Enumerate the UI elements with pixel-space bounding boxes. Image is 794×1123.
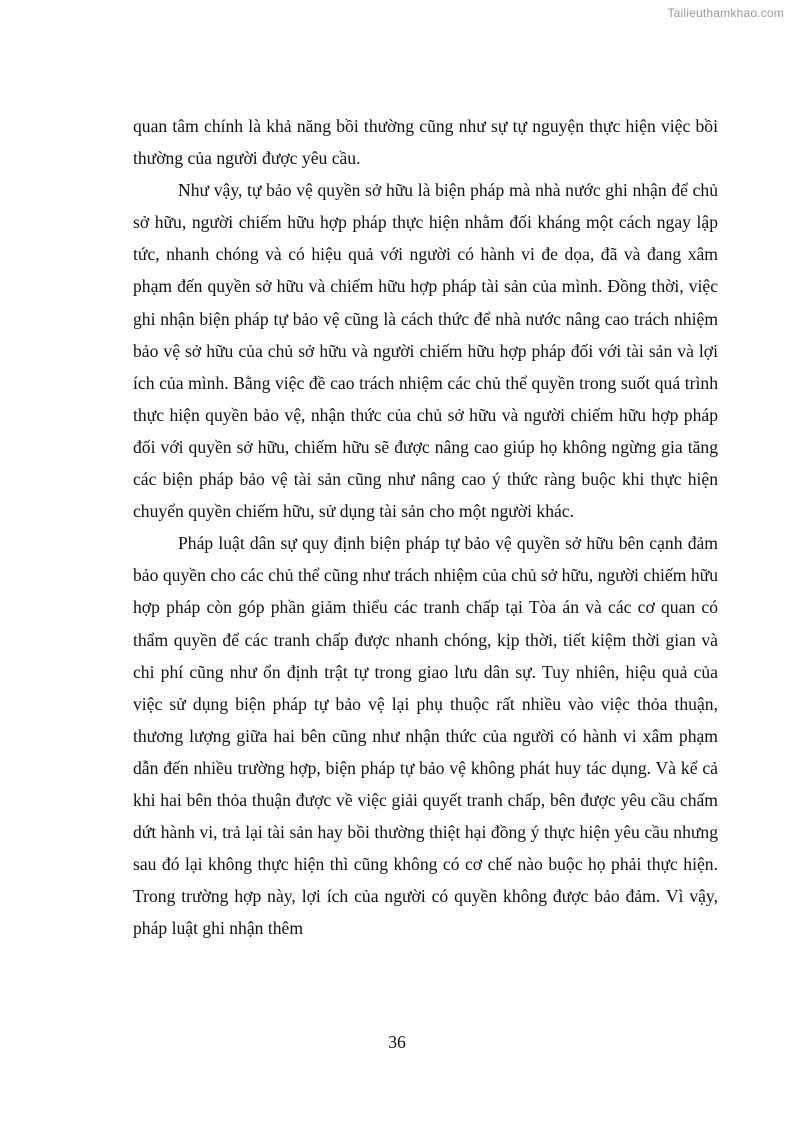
paragraph: Pháp luật dân sự quy định biện pháp tự bảo vệ quyền sở hữu bên cạnh đảm bảo quyền cho các chủ thể cũng như trách nhiệm của chủ sở hữu, người chiếm hữu hợp pháp còn góp phần giảm thiểu các tranh chấp tại Tòa án và các cơ quan có thẩm quyền để các tranh chấp được nhanh chóng, kịp thời, tiết kiệm thời gian và chi phí cũng như ổn định trật tự trong giao lưu dân sự. Tuy nhiên, hiệu quả của việc sử dụng biện pháp tự bảo vệ lại phụ thuộc rất nhiều vào việc thỏa thuận, thương lượng giữa hai bên cũng như nhận thức của người có hành vi xâm phạm dẫn đến nhiều trường hợp, biện pháp tự bảo vệ không phát huy tác dụng. Và kể cả khi hai bên thỏa thuận được về việc giải quyết tranh chấp, bên được yêu cầu chấm dứt hành vi, trả lại tài sản hay bồi thường thiệt hại đồng ý thực hiện yêu cầu nhưng sau đó lại không thực hiện thì cũng không có cơ chế nào buộc họ phải thực hiện. Trong trường hợp này, lợi ích của người có quyền không được bảo đảm. Vì vậy, pháp luật ghi nhận thêm [133, 533, 718, 939]
page-number: 36 [388, 1032, 406, 1052]
body-text [133, 110, 718, 944]
paragraph-continuation: quan tâm chính là khả năng bồi thường cũng như sự tự nguyện thực hiện việc bồi thường của người được yêu cầu. [133, 116, 718, 169]
paragraph: Như vậy, tự bảo vệ quyền sở hữu là biện pháp mà nhà nước ghi nhận để chủ sở hữu, người chiếm hữu hợp pháp thực hiện nhằm đối kháng một cách ngay lập tức, nhanh chóng và có hiệu quả với người có hành vi đe dọa, đã và đang xâm phạm đến quyền sở hữu và chiếm hữu hợp pháp tài sản của mình. Đồng thời, việc ghi nhận biện pháp tự bảo vệ cũng là cách thức để nhà nước nâng cao trách nhiệm bảo vệ sở hữu của chủ sở hữu và người chiếm hữu hợp pháp đối với tài sản và lợi ích của mình. Bằng việc đề cao trách nhiệm các chủ thể quyền trong suốt quá trình thực hiện quyền bảo vệ, nhận thức của chủ sở hữu và người chiếm hữu hợp pháp đối với quyền sở hữu, chiếm hữu sẽ được nâng cao giúp họ không ngừng gia tăng các biện pháp bảo vệ tài sản cũng như nâng cao ý thức ràng buộc khi thực hiện chuyển quyền chiếm hữu, sử dụng tài sản cho một người khác. [133, 180, 718, 522]
watermark-text: Tailieuthamkhao.com [667, 6, 784, 20]
